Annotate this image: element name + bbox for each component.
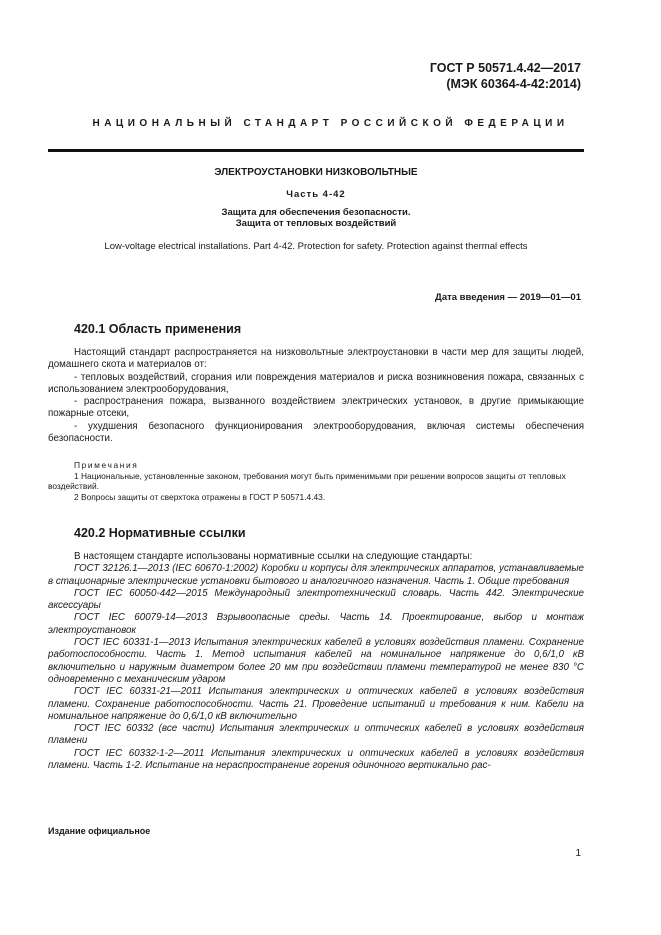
reference-item: ГОСТ 32126.1—2013 (IEC 60670-1:2002) Коробки и корпусы для электрических аппаратов, устанавливаемые в стационарные электрические установки бытового и аналогичного назначения. Часть 1. Общие требования xyxy=(48,563,584,587)
reference-item: ГОСТ IEC 60331-1—2013 Испытания электрических кабелей в условиях воздействия пламени. Сохранение работоспособности. Часть 1. Метод испытания кабелей на номинальное напряжение до 0,6/1,0 кВ включительно и наружным диаметром более 20 мм при воздействии пламени температурой не менее 830 °С одновременно с механическим ударом xyxy=(48,637,584,685)
note-item: 2 Вопросы защиты от сверхтока отражены в ГОСТ Р 50571.4.43. xyxy=(74,491,326,502)
national-standard-banner: НАЦИОНАЛЬНЫЙ СТАНДАРТ РОССИЙСКОЙ ФЕДЕРАЦИИ xyxy=(92,118,569,129)
reference-item: ГОСТ IEC 60332-1-2—2011 Испытания электрических и оптических кабелей в условиях воздействия пламени. Часть 1-2. Испытание на нераспространение горения одиночного вертикально рас- xyxy=(48,747,584,772)
section-heading-references: 420.2 Нормативные ссылки xyxy=(74,526,246,540)
reference-item: ГОСТ IEC 60050-442—2015 Международный электротехнический словарь. Часть 442. Электрические аксессуары xyxy=(48,587,584,612)
scope-list-item: - ухудшения безопасного функционирования электрооборудования, включая системы обеспечения безопасности. xyxy=(48,420,584,445)
document-subtitle xyxy=(48,207,584,229)
gost-number: ГОСТ Р 50571.4.42—2017 xyxy=(429,61,581,75)
scope-paragraph: Настоящий стандарт распространяется на низковольтные электроустановки в части мер для защиты людей, домашнего скота и материалов от: xyxy=(48,347,584,371)
scope-list-item: - тепловых воздействий, сгорания или повреждения материалов и риска возникновения пожара, связанных с использованием электрооборудования, xyxy=(48,371,584,395)
document-header xyxy=(430,60,581,92)
references-intro: В настоящем стандарте использованы нормативные ссылки на следующие стандарты: xyxy=(74,551,473,562)
scope-text xyxy=(48,347,584,445)
scope-notes xyxy=(48,460,584,502)
subtitle-line-2: Защита от тепловых воздействий xyxy=(235,218,397,229)
scope-list-item: - распространения пожара, вызванного воздействием электрических установок, в другие примыкающие пожарные отсеки, xyxy=(48,396,584,420)
notes-title: Примечания xyxy=(74,460,139,470)
edition-label: Издание официальное xyxy=(48,826,151,836)
introduction-date: Дата введения — 2019—01—01 xyxy=(435,292,581,303)
iec-number: (МЭК 60364-4-42:2014) xyxy=(446,77,581,91)
references-list xyxy=(48,551,584,772)
english-title: Low-voltage electrical installations. Part 4-42. Protection for safety. Protection against thermal effects xyxy=(104,241,528,252)
document-title: ЭЛЕКТРОУСТАНОВКИ НИЗКОВОЛЬТНЫЕ xyxy=(214,167,418,178)
reference-item: ГОСТ IEC 60331-21—2011 Испытания электрических и оптических кабелей в условиях воздействия пламени. Сохранение работоспособности. Часть 21. Проведение испытаний и требования к ним. Кабели на номинальное напряжение до 0,6/1,0 кВ включительно xyxy=(48,686,584,722)
header-rule xyxy=(48,149,584,152)
note-item: 1 Национальные, установленные законом, требования могут быть применимыми при решении вопросов защиты от тепловых воздействий. xyxy=(48,470,566,491)
subtitle-line-1: Защита для обеспечения безопасности. xyxy=(221,207,411,218)
reference-item: ГОСТ IEC 60079-14—2013 Взрывоопасные среды. Часть 14. Проектирование, выбор и монтаж электроустановок xyxy=(48,612,584,636)
section-heading-scope: 420.1 Область применения xyxy=(74,322,242,336)
reference-item: ГОСТ IEC 60332 (все части) Испытания электрических и оптических кабелей в условиях воздействия пламени xyxy=(48,723,584,747)
page-number: 1 xyxy=(575,848,581,859)
document-part: Часть 4-42 xyxy=(286,189,346,200)
